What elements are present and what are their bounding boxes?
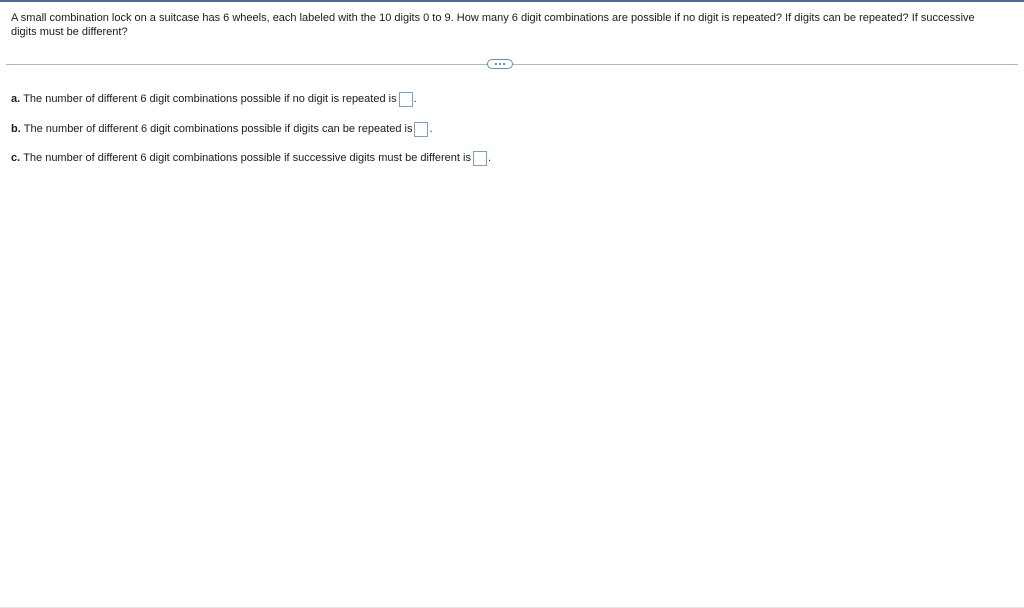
part-a-period: . bbox=[413, 93, 417, 105]
part-c-text: The number of different 6 digit combinations possible if successive digits must be different is bbox=[23, 152, 471, 164]
more-options-button[interactable] bbox=[487, 59, 513, 69]
ellipsis-icon bbox=[495, 63, 505, 65]
question-text: A small combination lock on a suitcase has 6 wheels, each labeled with the 10 digits 0 to 9. How many 6 digit combinations are possible if no digit is repeated? If digits can be repeated? If successive digits must be different? bbox=[11, 12, 975, 38]
part-a-text: The number of different 6 digit combinations possible if no digit is repeated is bbox=[23, 93, 397, 105]
part-a-answer-input[interactable] bbox=[399, 92, 413, 107]
part-c-letter: c. bbox=[11, 152, 21, 164]
part-b-text: The number of different 6 digit combinations possible if digits can be repeated is bbox=[23, 123, 413, 135]
part-a bbox=[11, 91, 417, 107]
part-c bbox=[11, 150, 491, 166]
part-a-letter: a. bbox=[11, 93, 21, 105]
part-b-letter: b. bbox=[11, 123, 21, 135]
part-b bbox=[11, 121, 433, 137]
part-c-answer-input[interactable] bbox=[473, 151, 487, 166]
part-c-period: . bbox=[487, 152, 492, 164]
part-b-answer-input[interactable] bbox=[414, 122, 428, 137]
part-b-period: . bbox=[429, 123, 433, 135]
